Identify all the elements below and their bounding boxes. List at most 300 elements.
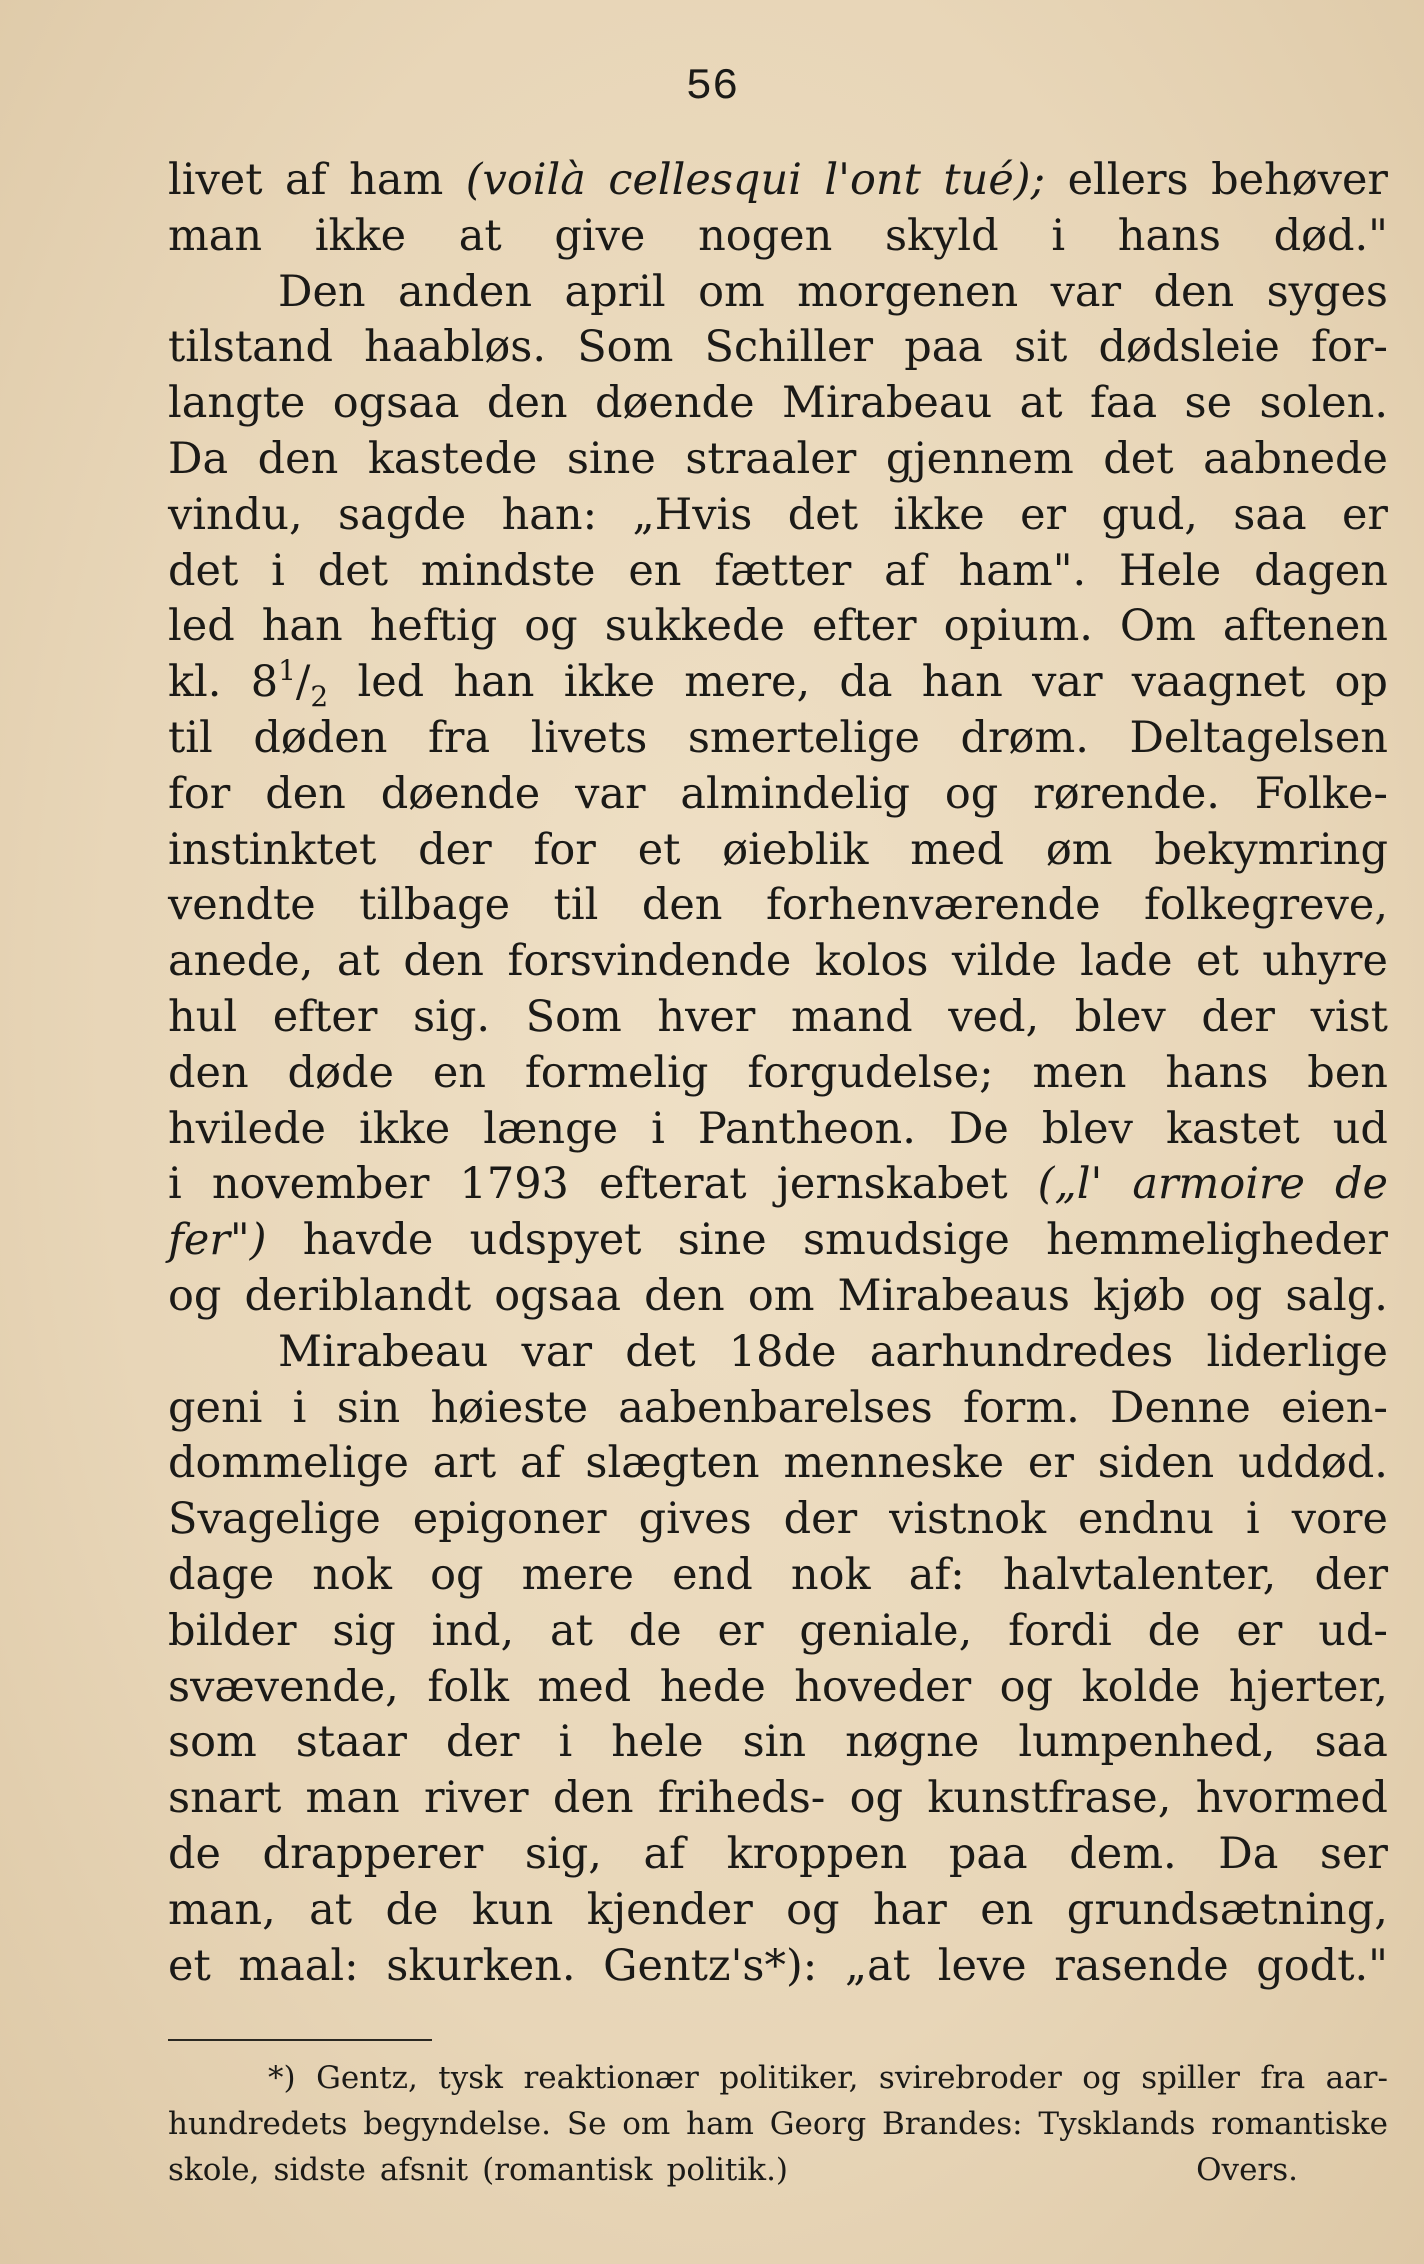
word: ikke [314, 210, 407, 261]
word: om [622, 2106, 671, 2142]
word: langte [168, 378, 306, 429]
word: slægten [585, 1438, 760, 1489]
word: faa [1089, 378, 1158, 429]
word: Mirabeau [278, 1326, 489, 1377]
text-line [168, 209, 1388, 265]
word: den [168, 1047, 249, 1098]
word: begyndelse. [363, 2106, 552, 2142]
word: livets [530, 712, 648, 763]
word: sagde [338, 489, 467, 540]
word: drapperer [262, 1828, 484, 1879]
word: havde [302, 1215, 434, 1266]
word: bekymring [1154, 824, 1388, 875]
word: er [1341, 489, 1388, 540]
word: han [921, 657, 1003, 708]
text-line [168, 1939, 1388, 1995]
word: er [1020, 489, 1067, 540]
word: de [1147, 1605, 1201, 1656]
word: øm [1045, 824, 1113, 875]
text-line [168, 320, 1388, 376]
word: paa [904, 322, 983, 373]
word: der [418, 824, 492, 875]
word: for [168, 768, 231, 819]
word: i [292, 1382, 307, 1433]
footnote-line [168, 2055, 1388, 2101]
word: end [672, 1549, 753, 1600]
word: at [1019, 378, 1063, 429]
word: ud- [1318, 1605, 1388, 1656]
word: politiker, [719, 2060, 859, 2096]
word: syges [1266, 266, 1388, 317]
text-line [168, 153, 1388, 209]
word: ogsaa [494, 1270, 622, 1321]
word: l'ont [824, 155, 921, 205]
word: den [486, 378, 568, 429]
word: mere, [684, 657, 811, 708]
word: art [432, 1438, 497, 1489]
word: med [910, 824, 1005, 875]
word: var [1032, 657, 1103, 708]
word: ham". [958, 545, 1087, 596]
word: den [641, 880, 723, 931]
word: Mirabeau [781, 378, 993, 429]
word: led [168, 601, 235, 652]
word: op [1334, 657, 1388, 708]
word: („l' [1037, 1159, 1103, 1210]
word: var [1050, 266, 1122, 317]
text-line [168, 1883, 1388, 1939]
word: aar- [1325, 2060, 1388, 2096]
word: aarhundredes [869, 1326, 1174, 1377]
word: og [1082, 2060, 1121, 2096]
word: romantiske [1211, 2106, 1388, 2142]
word: kl. [168, 657, 222, 708]
word: den [644, 1270, 725, 1321]
word: af [884, 545, 926, 596]
word: Gentz's*): [603, 1940, 818, 1991]
word: de [168, 1828, 221, 1879]
word: jernskabet [776, 1159, 1008, 1210]
word: som [168, 1717, 257, 1768]
word: var [521, 1326, 593, 1377]
word: hul [168, 991, 238, 1042]
word: vistnok [889, 1494, 1047, 1545]
word: fer") [168, 1215, 267, 1266]
word: de [385, 1884, 439, 1935]
word: er [1027, 1438, 1074, 1489]
word: cellesqui [608, 155, 802, 205]
word: og [786, 1884, 840, 1935]
word: der [1314, 1549, 1388, 1600]
text-line [168, 599, 1388, 655]
word: kolos [814, 936, 929, 987]
word: folk [427, 1661, 509, 1712]
word: fætter [714, 545, 852, 596]
word: Svagelige [168, 1494, 381, 1545]
word: heftig [369, 601, 498, 652]
text-line [168, 1771, 1388, 1827]
word: rasende [1054, 1940, 1229, 1991]
word: han [453, 657, 535, 708]
text-line [168, 488, 1388, 544]
word: hoveder [794, 1661, 972, 1712]
word: man, [168, 1884, 276, 1935]
word: friheds- [657, 1773, 826, 1824]
word: reaktionær [523, 2060, 699, 2096]
text-line [168, 1548, 1388, 1604]
word: kroppen [726, 1828, 908, 1879]
word: gjennem [885, 433, 1074, 484]
word: han: [501, 489, 598, 540]
text-line [168, 265, 1388, 321]
word: led [357, 657, 425, 708]
word: maal: [238, 1940, 359, 1991]
word: livet [168, 155, 263, 205]
word: vilde [951, 936, 1057, 987]
word: var [575, 768, 646, 819]
word: hvilede [168, 1103, 326, 1154]
word: og [524, 601, 578, 652]
word: hemmeligheder [1046, 1215, 1388, 1266]
word: nok [312, 1549, 392, 1600]
fraction: 81/2 [250, 654, 329, 714]
word: ser [1319, 1828, 1388, 1879]
word: Tysklands [1038, 2106, 1196, 2142]
word: menneske [783, 1438, 1005, 1489]
word: Som [525, 991, 622, 1042]
word: tué); [943, 155, 1046, 205]
text-line [168, 654, 1388, 714]
text-line [168, 1827, 1388, 1883]
word: man [168, 210, 263, 261]
word: og [1208, 1270, 1263, 1321]
word: svævende, [168, 1661, 399, 1712]
word: hans [1165, 1047, 1269, 1098]
word: Denne [1110, 1382, 1251, 1433]
word: om [698, 266, 765, 317]
word: det [787, 489, 859, 540]
word: er [1236, 1605, 1283, 1656]
word: Da [1218, 1828, 1279, 1879]
word: ved, [948, 991, 1040, 1042]
word: godt." [1256, 1940, 1388, 1991]
word: forhenværende [765, 880, 1101, 931]
word: gives [638, 1494, 752, 1545]
text-line [168, 376, 1388, 432]
word: deriblandt [244, 1270, 472, 1321]
word: der [1201, 991, 1275, 1042]
word: skurken. [386, 1940, 576, 1991]
word: haabløs. [364, 322, 547, 373]
word: hjerter, [1228, 1661, 1388, 1712]
word: almindelig [680, 768, 911, 819]
word: at [550, 1605, 593, 1656]
word: skyld [884, 210, 999, 261]
word: solen. [1259, 378, 1388, 429]
word: river [423, 1773, 529, 1824]
word: sine [566, 433, 656, 484]
word: Schiller [704, 322, 874, 373]
word: salg. [1285, 1270, 1388, 1321]
word: ham [686, 2106, 754, 2142]
word: kun [471, 1884, 554, 1935]
word: aabnede [1203, 433, 1388, 484]
word: for [533, 824, 596, 875]
word: og [944, 768, 999, 819]
word: i [271, 545, 285, 596]
word: Se [566, 2106, 607, 2142]
text-line [168, 934, 1388, 990]
word: Georg [769, 2106, 867, 2142]
word: øieblik [722, 824, 869, 875]
word: kastede [367, 433, 538, 484]
word: udspyet [469, 1215, 642, 1266]
word: kolde [1081, 1661, 1201, 1712]
word: tilbage [359, 880, 511, 931]
word: det [168, 545, 239, 596]
text-line [168, 767, 1388, 823]
word: nøgne [845, 1717, 980, 1768]
word: dage [168, 1549, 275, 1600]
word: Folke- [1254, 768, 1388, 819]
word: ikke [358, 1103, 451, 1154]
word: bilder [168, 1605, 297, 1656]
word: til [168, 712, 213, 763]
word: den [265, 768, 346, 819]
word: at [336, 936, 380, 987]
word: ogsaa [332, 378, 460, 429]
word: saa [1233, 489, 1307, 540]
word: er [717, 1605, 764, 1656]
word: i [168, 1159, 182, 1210]
word: form. [962, 1382, 1080, 1433]
word: at [458, 210, 502, 261]
word: den [1153, 266, 1235, 317]
text-line [168, 1102, 1388, 1158]
word: Pantheon. [697, 1103, 916, 1154]
word: gud, [1101, 489, 1198, 540]
word: til [553, 880, 599, 931]
word: i [1246, 1494, 1260, 1545]
word: de [628, 1605, 682, 1656]
word: ellers [1067, 155, 1189, 205]
word: De [948, 1103, 1009, 1154]
word: svirebroder [878, 2060, 1062, 2096]
text-line [168, 432, 1388, 488]
word: død." [1273, 210, 1388, 261]
word: anden [398, 266, 533, 317]
word: om [747, 1270, 815, 1321]
word: blev [1041, 1103, 1133, 1154]
word: kjender [586, 1884, 753, 1935]
word: hede [659, 1661, 766, 1712]
word: 18de [728, 1326, 837, 1377]
word: (voilà [465, 155, 586, 205]
word: staar [295, 1717, 407, 1768]
word: da [839, 657, 893, 708]
word: af [643, 1828, 686, 1879]
word: at [309, 1884, 353, 1935]
word: eien- [1281, 1382, 1388, 1433]
word: sig, [524, 1828, 602, 1879]
word: grundsætning, [1066, 1884, 1388, 1935]
word: straaler [685, 433, 857, 484]
word: politik.) [666, 2152, 789, 2188]
word: længe [483, 1103, 619, 1154]
word: smudsige [802, 1215, 1010, 1266]
word: lade [1080, 936, 1173, 987]
body-text [168, 153, 1388, 1994]
text-line [168, 1157, 1388, 1213]
word: efter [811, 601, 917, 652]
word: døende [380, 768, 541, 819]
word: morgenen [797, 266, 1019, 317]
word: nogen [698, 210, 833, 261]
word: sukkede [604, 601, 785, 652]
text-line [168, 1715, 1388, 1771]
word: ham [349, 155, 444, 205]
word: Som [577, 322, 674, 373]
footnote-line [168, 2101, 1388, 2147]
word: døden [253, 712, 388, 763]
word: men [1032, 1047, 1127, 1098]
word: drøm. [960, 712, 1089, 763]
word: paa [948, 1828, 1028, 1879]
word: smertelige [687, 712, 920, 763]
word: forsvindende [507, 936, 792, 987]
word: vendte [168, 880, 316, 931]
word: har [872, 1884, 947, 1935]
word: der [445, 1717, 520, 1768]
word: Brandes: [882, 2106, 1023, 2142]
word: og [849, 1773, 904, 1824]
word: sine [677, 1215, 767, 1266]
word: dem. [1069, 1828, 1177, 1879]
word: skole, [168, 2152, 260, 2188]
word: ikke [563, 657, 656, 708]
word: ud [1332, 1103, 1388, 1154]
word: i [558, 1717, 573, 1768]
word: dødsleie [1098, 322, 1280, 373]
word: en [432, 1047, 486, 1098]
text-line [168, 1269, 1388, 1325]
word: et [168, 1940, 211, 1991]
word: hver [657, 991, 756, 1042]
word: ikke [893, 489, 985, 540]
word: det [317, 545, 389, 596]
word: sit [1014, 322, 1068, 373]
word: Deltagelsen [1129, 712, 1388, 763]
word: de [1335, 1159, 1388, 1210]
word: Gentz, [316, 2060, 418, 2096]
word: Da [168, 433, 229, 484]
word: Om [1119, 601, 1196, 652]
text-line [168, 1604, 1388, 1660]
word: af [520, 1438, 562, 1489]
word: sin [742, 1717, 807, 1768]
word: døde [287, 1047, 394, 1098]
word: den [403, 936, 484, 987]
word: mere [521, 1549, 634, 1600]
word: han [261, 601, 343, 652]
word: Overs. [1196, 2152, 1298, 2188]
word: kastet [1165, 1103, 1300, 1154]
word: uddød. [1238, 1438, 1388, 1489]
word: geni [168, 1382, 263, 1433]
word: forgudelse; [747, 1047, 994, 1098]
word: folkegreve, [1144, 880, 1388, 931]
text-line [168, 1046, 1388, 1102]
word: give [554, 210, 646, 261]
word: Mirabeaus [837, 1270, 1070, 1321]
word: armoire [1132, 1159, 1305, 1210]
footnote [168, 2055, 1388, 2193]
word: et [637, 824, 681, 875]
word: afsnit [379, 2152, 469, 2188]
footnote-line [168, 2147, 1388, 2193]
word: hvormed [1195, 1773, 1388, 1824]
word: rørende. [1033, 768, 1220, 819]
text-line [168, 878, 1388, 934]
word: sidste [273, 2152, 366, 2188]
word: vindu, [168, 489, 303, 540]
word: der [783, 1494, 858, 1545]
word: sin [336, 1382, 401, 1433]
word: høieste [430, 1382, 589, 1433]
footnote-divider [168, 2039, 432, 2041]
word: siden [1097, 1438, 1215, 1489]
word: fordi [1008, 1605, 1112, 1656]
word: sig. [413, 991, 491, 1042]
word: i [1051, 210, 1066, 261]
word: kunstfrase, [927, 1773, 1172, 1824]
word: anede, [168, 936, 314, 987]
word: af [285, 155, 327, 205]
word: vaagnet [1131, 657, 1306, 708]
word: Den [278, 266, 366, 317]
word: „at [844, 1940, 911, 1991]
word: dommelige [168, 1438, 409, 1489]
word: en [980, 1884, 1034, 1935]
word: behøver [1211, 155, 1388, 205]
word: aftenen [1222, 601, 1388, 652]
word: uhyre [1262, 936, 1388, 987]
word: hele [611, 1717, 704, 1768]
word: aabenbarelses [618, 1382, 933, 1433]
word: november [211, 1159, 430, 1210]
text-line [168, 1436, 1388, 1492]
page-number: 56 [685, 62, 739, 112]
word: tysk [438, 2060, 503, 2096]
word: geniale, [799, 1605, 973, 1656]
word: leve [937, 1940, 1027, 1991]
word: og [999, 1661, 1054, 1712]
word: hans [1117, 210, 1221, 261]
word: nok [790, 1549, 871, 1600]
word: og [430, 1549, 484, 1600]
word: endnu [1078, 1494, 1215, 1545]
word: saa [1314, 1717, 1388, 1768]
text-line [168, 1492, 1388, 1548]
word: fra [428, 712, 491, 763]
word: vore [1291, 1494, 1388, 1545]
word: man [305, 1773, 400, 1824]
word: blev [1074, 991, 1166, 1042]
word: døende [595, 378, 755, 429]
word: med [537, 1661, 632, 1712]
word: hundredets [168, 2106, 348, 2142]
word: 1793 [459, 1159, 569, 1210]
